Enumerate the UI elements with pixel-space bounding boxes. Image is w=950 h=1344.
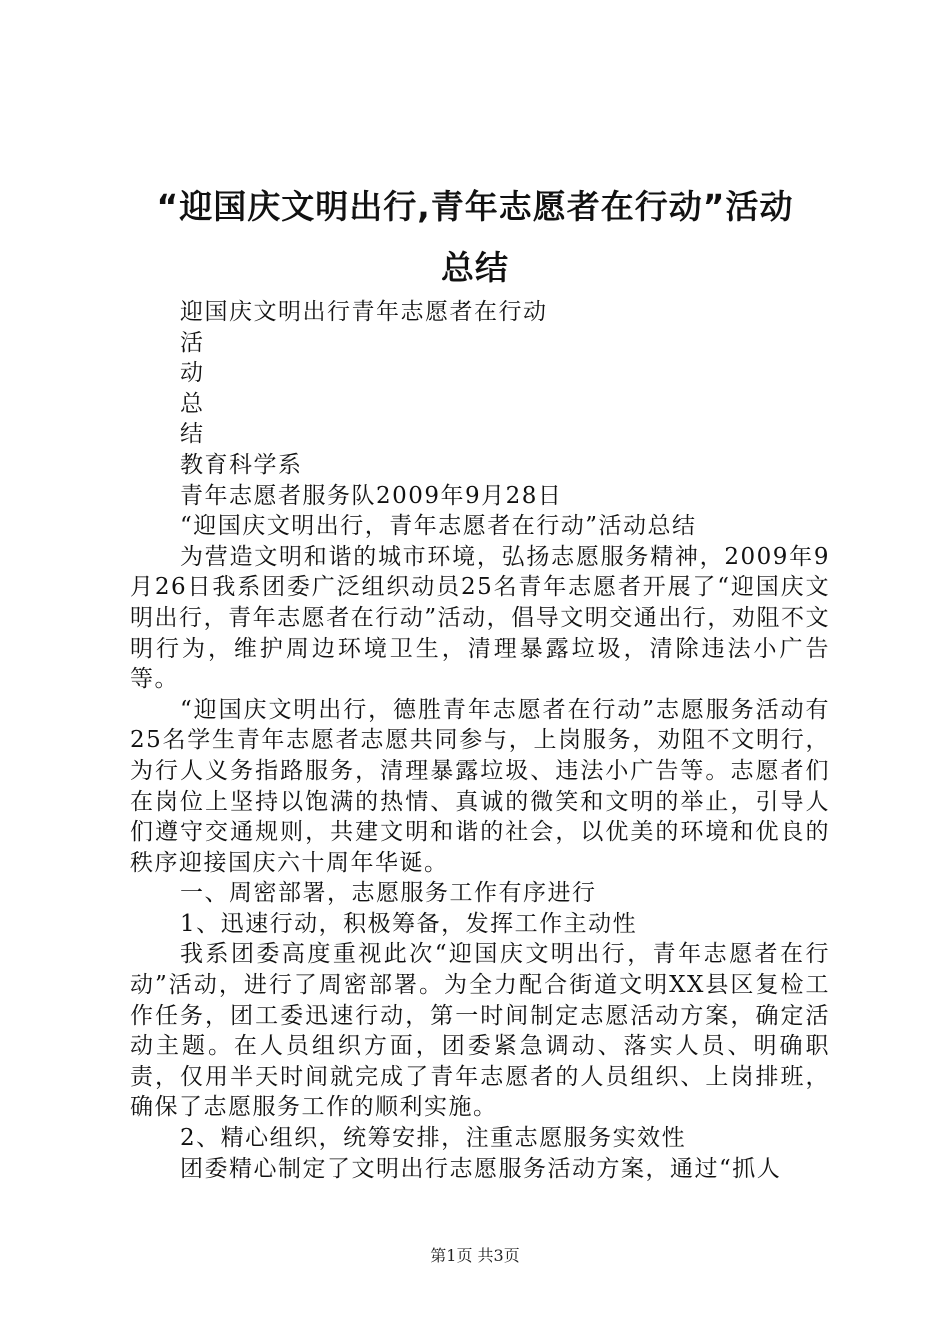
section-heading: 一、周密部署，志愿服务工作有序进行 (180, 880, 597, 907)
paragraph: “迎国庆文明出行，德胜青年志愿者在行动”志愿服务活动有25名学生青年志愿者志愿共同参与，上岗服务，劝阻不文明行，为行人义务指路服务，清理暴露垃圾、违法小广告等。志愿者们在岗位上坚持以饱满的热情、真诚的微笑和文明的举止，引导人们遵守交通规则，共建文明和谐的社会，以优美的环境和优良的秩序迎接国庆六十周年华诞。 (130, 696, 830, 876)
header-line: 总 (180, 390, 205, 417)
header-line: 教育科学系 (180, 451, 303, 478)
header-line: 青年志愿者服务队2009年9月28日 (180, 482, 563, 509)
document-subtitle: “迎国庆文明出行，青年志愿者在行动”活动总结 (180, 513, 697, 540)
header-line: 结 (180, 421, 205, 448)
document-title-line-1: “迎国庆文明出行,青年志愿者在行动”活动 (156, 187, 794, 226)
paragraph: 团委精心制定了文明出行志愿服务活动方案，通过“抓人 (180, 1155, 782, 1182)
header-line: 迎国庆文明出行青年志愿者在行动 (180, 299, 548, 325)
subsection-heading: 1、迅速行动，积极筹备，发挥工作主动性 (180, 910, 638, 937)
page-number-footer: 第1页 共3页 (430, 1246, 520, 1265)
subsection-heading: 2、精心组织，统筹安排，注重志愿服务实效性 (180, 1125, 687, 1152)
header-line: 活 (180, 329, 205, 356)
paragraph: 我系团委高度重视此次“迎国庆文明出行，青年志愿者在行动”活动，进行了周密部署。为全力配合街道文明XX县区复检工作任务，团工委迅速行动，第一时间制定志愿活动方案，确定活动主题。在人员组织方面，团委紧急调动、落实人员、明确职责，仅用半天时间就完成了青年志愿者的人员组织、上岗排班，确保了志愿服务工作的顺利实施。 (130, 941, 830, 1121)
paragraph: 为营造文明和谐的城市环境，弘扬志愿服务精神，2009年9月26日我系团委广泛组织动员25名青年志愿者开展了“迎国庆文明出行，青年志愿者在行动”活动，倡导文明交通出行，劝阻不文明行为，维护周边环境卫生，清理暴露垃圾，清除违法小广告等。 (130, 543, 830, 693)
document-body (130, 297, 830, 1184)
document-title-line-2: 总结 (441, 248, 509, 287)
header-line: 动 (180, 360, 205, 387)
